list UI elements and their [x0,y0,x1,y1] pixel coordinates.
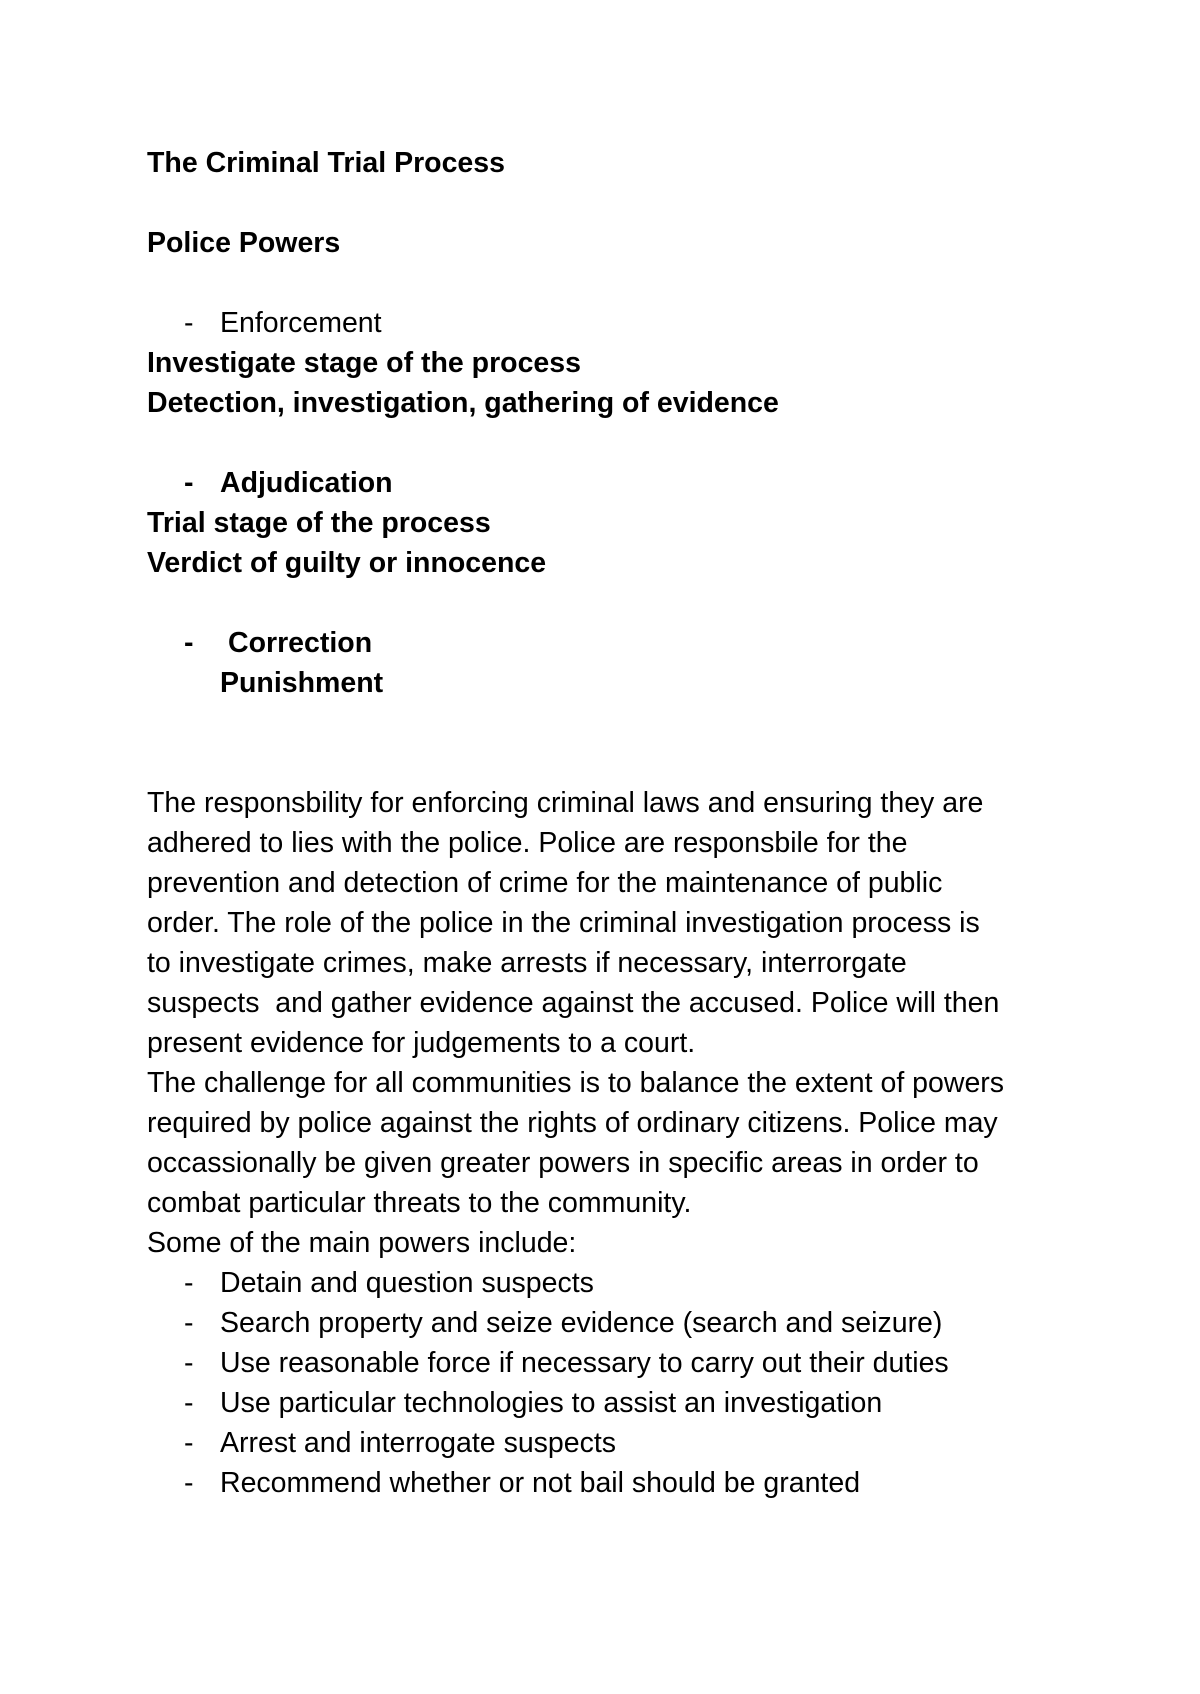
stage-detail: Verdict of guilty or innocence [147,547,547,579]
bullet-dash: - [184,1467,194,1499]
bullet-dash: - [184,1387,194,1419]
bullet-dash: - [184,1427,194,1459]
stage-label: Adjudication [220,467,393,499]
document-title: The Criminal Trial Process [147,147,505,179]
bullet-dash: - [184,307,194,339]
stage-label: Enforcement [220,307,382,339]
body-paragraph-1 [147,783,1087,1063]
body-paragraph-2 [147,1063,1087,1223]
bullet-dash: - [184,1307,194,1339]
paragraph-line: suspects and gather evidence against the accused. Police will then [147,987,1000,1019]
bullet-dash: - [184,1267,194,1299]
paragraph-line: The responsbility for enforcing criminal laws and ensuring they are [147,787,984,819]
stage-label: Correction [228,627,373,659]
list-item-text: Recommend whether or not bail should be granted [220,1467,861,1499]
stage-detail: Investigate stage of the process [147,347,581,379]
powers-intro: Some of the main powers include: [147,1227,577,1259]
paragraph-line: occassionally be given greater powers in specific areas in order to [147,1147,979,1179]
stage-detail: Detection, investigation, gathering of evidence [147,387,779,419]
list-item-text: Arrest and interrogate suspects [220,1427,617,1459]
stage-detail: Trial stage of the process [147,507,491,539]
paragraph-line: adhered to lies with the police. Police are responsbile for the [147,827,908,859]
section-heading: Police Powers [147,227,341,259]
bullet-dash: - [184,467,194,499]
paragraph-line: required by police against the rights of ordinary citizens. Police may [147,1107,998,1139]
bullet-dash: - [184,1347,194,1379]
list-item-text: Use particular technologies to assist an investigation [220,1387,883,1419]
paragraph-line: prevention and detection of crime for the maintenance of public [147,867,943,899]
paragraph-line: order. The role of the police in the criminal investigation process is [147,907,980,939]
paragraph-line: The challenge for all communities is to balance the extent of powers [147,1067,1005,1099]
list-item-text: Use reasonable force if necessary to carry out their duties [220,1347,949,1379]
list-item-text: Search property and seize evidence (search and seizure) [220,1307,943,1339]
paragraph-line: present evidence for judgements to a court. [147,1027,696,1059]
bullet-dash: - [184,627,194,659]
paragraph-line: combat particular threats to the community. [147,1187,692,1219]
list-item-text: Detain and question suspects [220,1267,594,1299]
stage-detail: Punishment [220,667,384,699]
paragraph-line: to investigate crimes, make arrests if necessary, interrorgate [147,947,907,979]
